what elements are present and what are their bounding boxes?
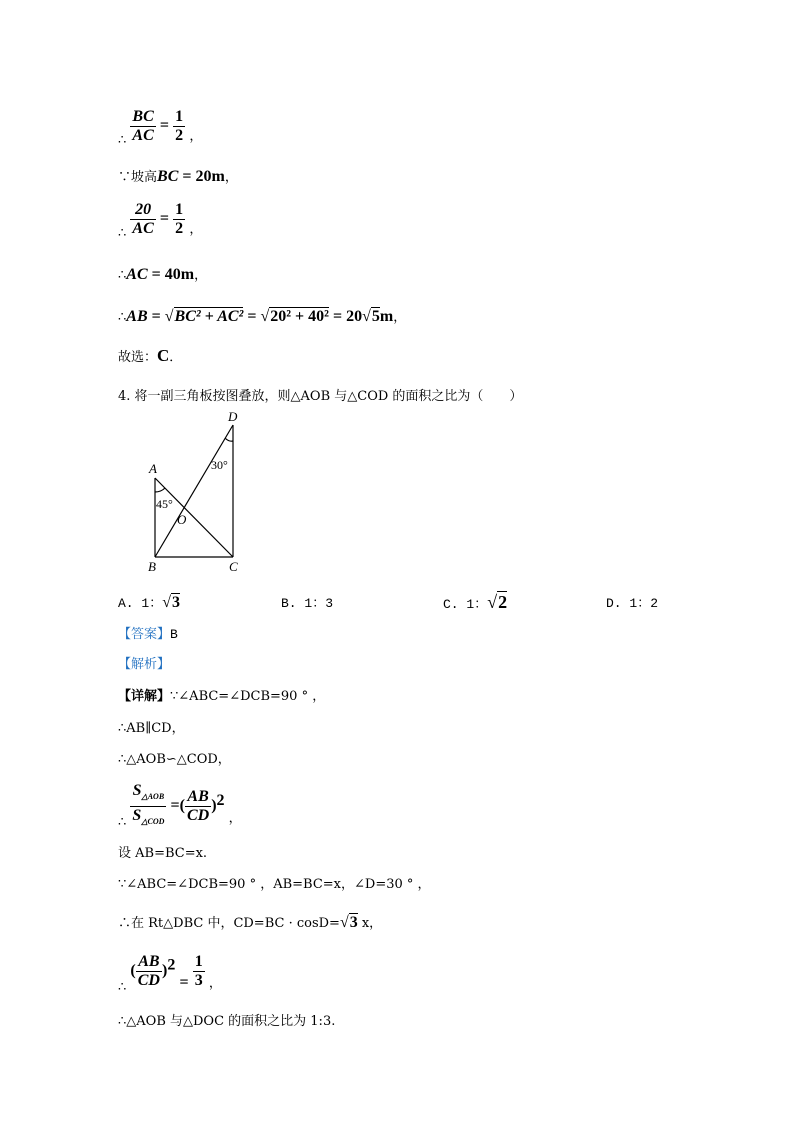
option-label: D. 1：2 [606, 596, 659, 611]
subscript: △AOB [141, 792, 165, 802]
exponent: 2 [216, 791, 225, 809]
radicand: 3 [349, 914, 358, 931]
math: = 20√ [328, 308, 371, 325]
label-a: A [149, 461, 157, 476]
comma: ， [194, 268, 208, 283]
therefore-symbol: ∴ [118, 268, 127, 283]
radicand: 2 [498, 592, 508, 612]
segment-bd [155, 425, 233, 557]
equals: = [159, 210, 170, 227]
fraction [173, 201, 185, 238]
math: = √ [243, 308, 270, 325]
numerator: AB [185, 788, 211, 807]
unit: m [379, 308, 394, 325]
angle-label-45: 45° [156, 497, 173, 511]
radicand: 5 [371, 308, 380, 325]
math: ) [211, 797, 217, 815]
option-label: C. 1： [443, 597, 488, 612]
exponent: 2 [167, 956, 176, 974]
angle-arc-a [155, 488, 165, 492]
angle-arc-d [225, 438, 233, 441]
prev-line-2 [118, 166, 238, 186]
text: ∴在 Rt△DBC 中，CD=BC · cosD= [118, 916, 340, 931]
radicand: BC² + AC² [174, 308, 244, 325]
equals: = [159, 117, 170, 134]
denominator: 2 [175, 220, 184, 237]
comma: ， [208, 976, 222, 991]
label-b: B [148, 559, 156, 574]
therefore-symbol: ∴ [118, 310, 127, 325]
detail-line-5: 设 AB=BC=x. [118, 846, 208, 861]
subscript: △COD [141, 817, 165, 827]
numerator: AB [136, 953, 162, 972]
text: ∵∠ABC=∠DCB=90 ° ， [170, 689, 326, 704]
triangle-figure [140, 405, 260, 575]
comma: ， [224, 170, 238, 185]
text: x， [357, 916, 383, 931]
therefore-symbol: ∴ [118, 133, 127, 148]
math: AB [126, 308, 148, 325]
detail-label: 【详解】 [118, 689, 171, 704]
math: ) [161, 962, 168, 979]
numerator: 1 [194, 953, 203, 970]
detail-line-2: ∴AB∥CD， [118, 721, 185, 736]
option-d[interactable] [606, 592, 658, 611]
numerator: 1 [175, 201, 184, 218]
prev-line-4 [118, 264, 207, 284]
therefore-symbol: ∴ [118, 226, 127, 241]
therefore-symbol: ∴ [118, 815, 127, 831]
math: AC [126, 266, 148, 283]
fraction [130, 108, 155, 145]
math: = 20m [178, 168, 225, 185]
angle-label-30: 30° [211, 458, 228, 472]
denominator: AC [132, 220, 154, 237]
sqrt-symbol: √ [162, 594, 171, 611]
option-label: B. 1：3 [281, 596, 334, 611]
denominator: 2 [175, 127, 184, 144]
fraction [136, 953, 162, 990]
therefore-symbol: ∴ [118, 980, 127, 995]
comma: ， [228, 811, 242, 827]
detail-line-9: ∴△AOB 与△DOC 的面积之比为 1:3. [118, 1014, 336, 1029]
fraction [173, 108, 185, 145]
comma: ， [393, 310, 407, 325]
denominator: AC [132, 127, 154, 144]
math: = √ [147, 308, 174, 325]
radicand: 20² + 40² [270, 308, 329, 325]
text: 故选： [118, 350, 158, 365]
fraction [193, 953, 205, 990]
detail-line-7 [118, 912, 382, 932]
denominator: CD [186, 807, 210, 825]
option-b[interactable] [281, 592, 333, 611]
denominator: CD [137, 972, 160, 989]
detail-line-8 [118, 953, 222, 995]
label-d: D [228, 409, 238, 424]
comma: ， [189, 222, 203, 237]
math: ( [130, 962, 136, 979]
comma: ， [189, 129, 203, 144]
label-o: O [177, 512, 187, 527]
prev-line-1 [118, 108, 202, 148]
prev-line-3 [118, 201, 202, 241]
label-c: C [229, 559, 238, 574]
numerator: 1 [175, 108, 184, 125]
option-a[interactable] [118, 592, 180, 612]
period: ． [169, 350, 183, 365]
option-label: A. 1： [118, 596, 163, 611]
prev-line-6 [118, 346, 182, 366]
math: BC [157, 168, 179, 185]
answer-value: B [170, 627, 178, 642]
text: ∵坡高 [118, 170, 158, 185]
fraction [185, 788, 211, 825]
detail-line-6: ∵∠ABC=∠DCB=90 ° ，AB=BC=x，∠D=30 ° ， [118, 877, 431, 892]
equals: = [179, 974, 189, 991]
numerator: 20 [130, 201, 155, 220]
prev-line-5 [118, 306, 406, 326]
option-c[interactable] [443, 592, 507, 613]
fraction [130, 201, 155, 238]
denominator: 3 [194, 972, 203, 989]
math: = 40m [147, 266, 195, 283]
s: S [132, 782, 142, 799]
sqrt-symbol: √ [487, 592, 498, 612]
area-fraction [130, 782, 166, 831]
radicand: 3 [172, 594, 180, 611]
math: =( [170, 797, 185, 815]
question-4-text: 4. 将一副三角板按图叠放，则△AOB 与△COD 的面积之比为（ ） [118, 389, 523, 404]
s: S [132, 807, 142, 825]
numerator: BC [132, 108, 154, 125]
sqrt-symbol: √ [339, 914, 349, 931]
answer-label: 【答案】 [118, 627, 171, 642]
answer-letter: C [157, 346, 170, 365]
answer-line [118, 623, 178, 642]
detail-line-1 [118, 685, 325, 704]
analysis-label: 【解析】 [118, 657, 171, 672]
detail-line-3: ∴△AOB∽△COD， [118, 752, 231, 767]
detail-line-4 [118, 782, 242, 831]
